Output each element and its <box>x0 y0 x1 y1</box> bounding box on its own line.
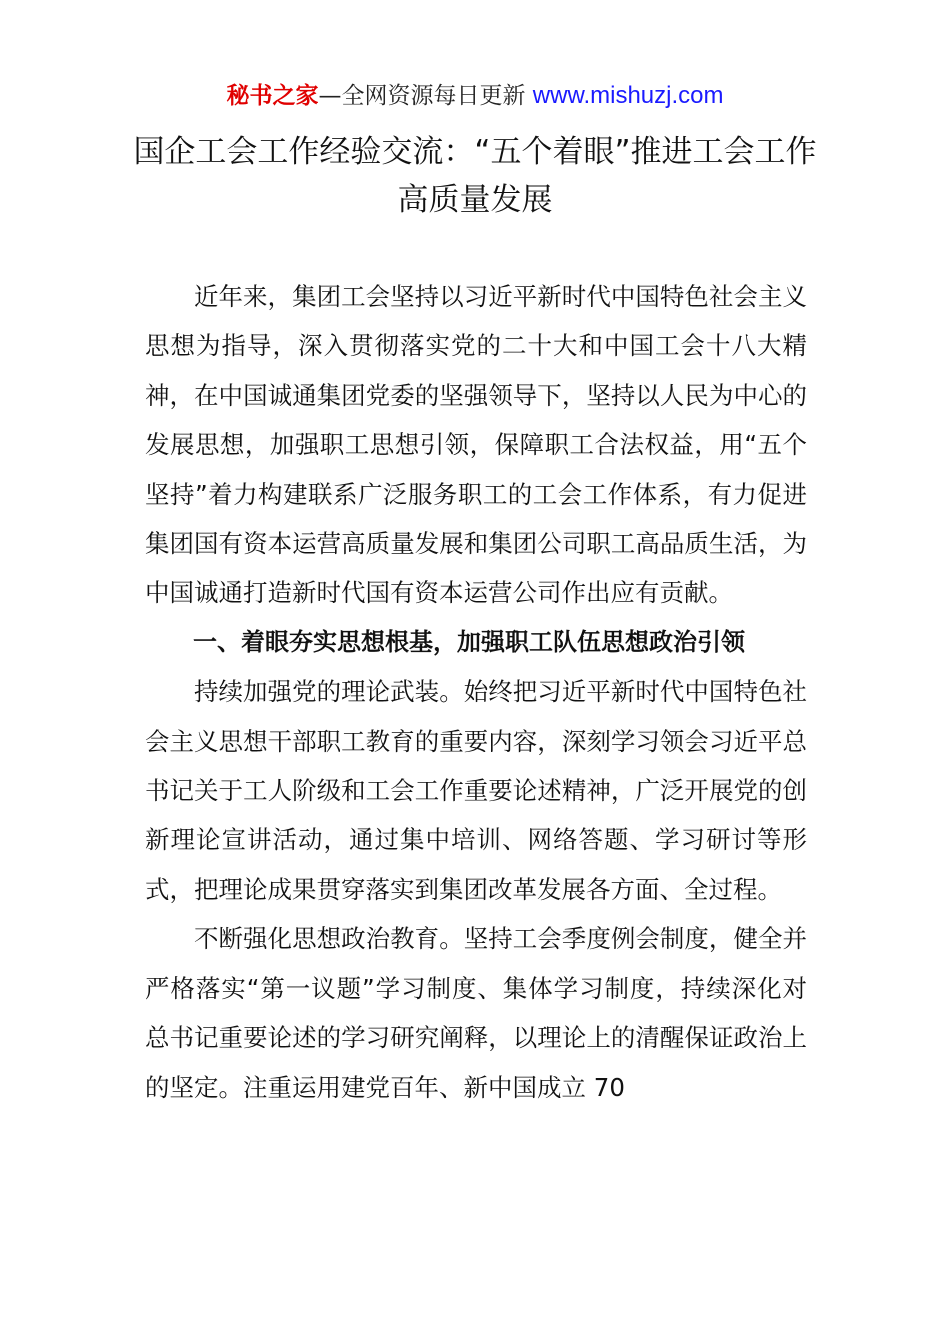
section-paragraph: 持续加强党的理论武装。始终把习近平新时代中国特色社会主义思想干部职工教育的重要内容，深刻学习领会习近平总书记关于工人阶级和工会工作重要论述精神，广泛开展党的创新理论宣讲活动，通过集中培训、网络答题、学习研讨等形式，把理论成果贯穿落实到集团改革发展各方面、全过程。 <box>145 677 807 904</box>
section-heading: 一、着眼夯实思想根基，加强职工队伍思想政治引领 <box>193 627 745 656</box>
document-body <box>145 272 807 1112</box>
intro-paragraph: 近年来，集团工会坚持以习近平新时代中国特色社会主义思想为指导，深入贯彻落实党的二十大和中国工会十八大精神，在中国诚通集团党委的坚强领导下，坚持以人民为中心的发展思想，加强职工思想引领，保障职工合法权益，用“五个坚持”着力构建联系广泛服务职工的工会工作体系，有力促进集团国有资本运营高质量发展和集团公司职工高品质生活，为中国诚通打造新时代国有资本运营公司作出应有贡献。 <box>145 282 807 608</box>
site-brand: 秘书之家 <box>226 83 319 109</box>
section-paragraph: 不断强化思想政治教育。坚持工会季度例会制度，健全并严格落实“第一议题”学习制度、集体学习制度，持续深化对总书记重要论述的学习研究阐释，以理论上的清醒保证政治上的坚定。注重运用建党百年、新中国成立 70 <box>145 924 807 1102</box>
document-title: 国企工会工作经验交流：“五个着眼”推进工会工作高质量发展 <box>133 134 817 218</box>
site-url-link[interactable]: www.mishuzj.com <box>532 82 724 109</box>
site-header <box>0 80 950 112</box>
site-tagline: —全网资源每日更新 <box>318 83 533 109</box>
